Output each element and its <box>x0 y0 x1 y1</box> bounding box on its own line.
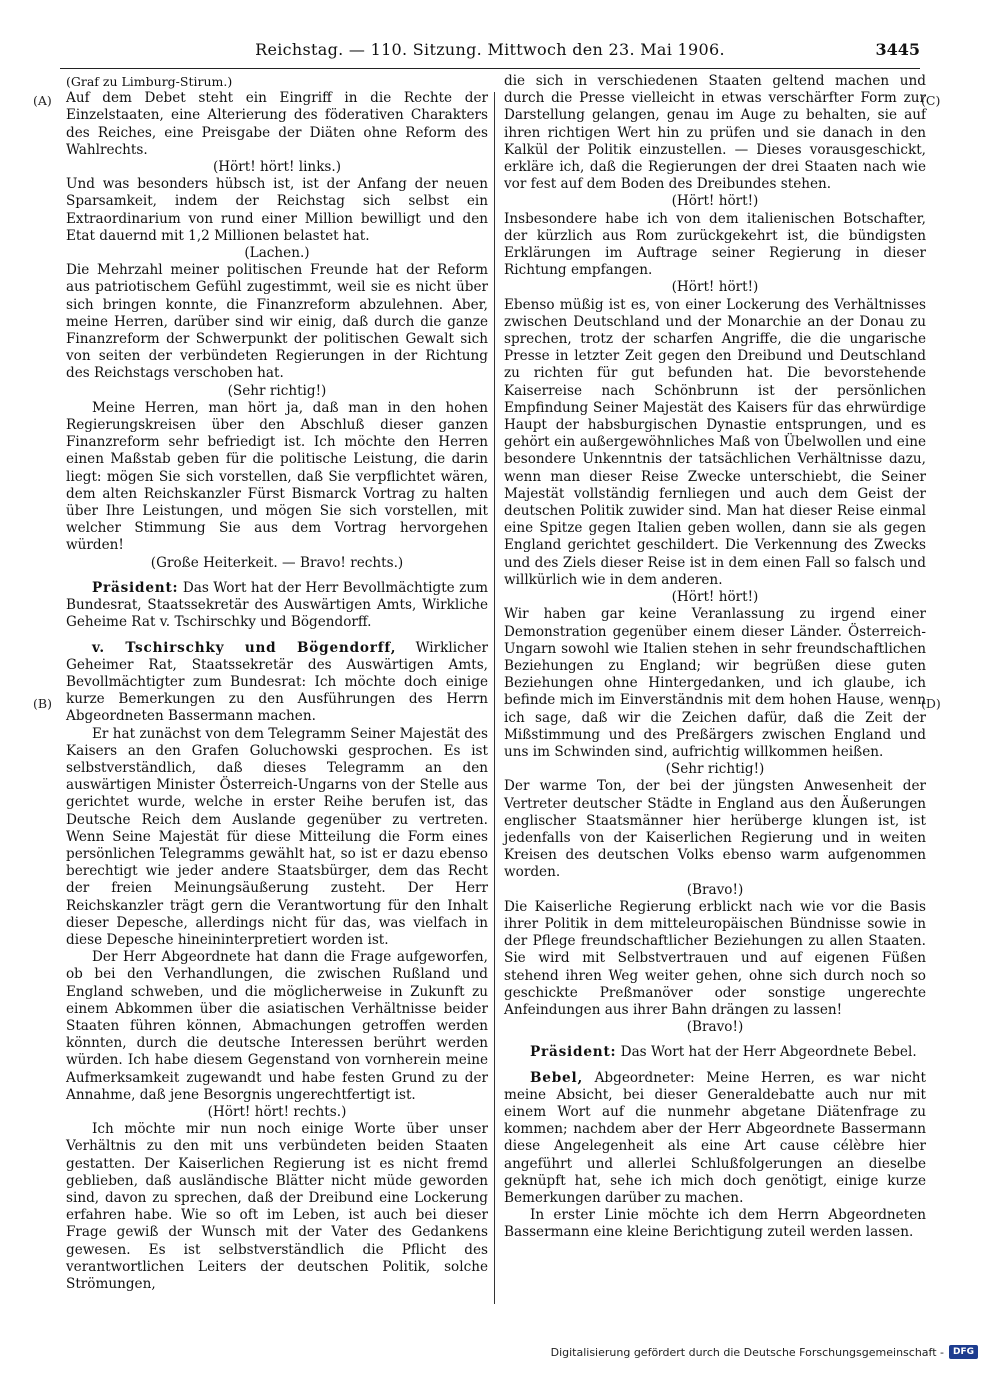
tschirschky-statement <box>66 640 488 726</box>
margin-marker-c: (C) <box>921 93 941 108</box>
paragraph: Auf dem Debet steht ein Eingriff in die Rechte der Einzelstaaten, eine Alterierung des föderativen Charakters des Reiches, eine Preisgabe der Diäten ohne Reform des Wahlrechts. <box>66 90 488 158</box>
paragraph: Und was besonders hübsch ist, ist der Anfang der neuen Sparsamkeit, indem der Reichstag sich selbst ein Extraordinarium von rund einer Million bewilligt und den Etat dauernd mit 1,2 Millionen belastet hat. <box>66 176 488 244</box>
paragraph: Insbesondere habe ich von dem italienischen Botschafter, der kürzlich aus Rom zurückgekehrt ist, die bündigsten Erklärungen im Auftrage seiner Regierung in dieser Richtung empfangen. <box>504 210 926 279</box>
speaker-attribution: (Graf zu Limburg-Stirum.) <box>66 74 233 89</box>
interjection: (Bravo!) <box>686 881 744 898</box>
page-title: Reichstag. — 110. Sitzung. Mittwoch den 23. Mai 1906. <box>255 40 725 59</box>
paragraph: Ich möchte mir nun noch einige Worte über unser Verhältnis zu den mit uns verbündeten beiden Staaten gestatten. Der Kaiserlichen Regierung ist es nicht fremd geblieben, daß ausländische Blätter nicht müde geworden sind, davon zu sprechen, daß der Dreibund eine Lockerung erfahren habe. Wie so oft im Leben, ist auch bei dieser Frage gewiß der Wunsch mit der Vater des Gedankens gewesen. Es ist selbstverständlich die Pflicht des verantwortlichen Leiters der deutschen Politik, solche Strömungen, <box>66 1121 488 1293</box>
left-column <box>66 73 488 1293</box>
paragraph: Wir haben gar keine Veranlassung zu irgend einer Demonstration gegenüber einem dieser Länder. Österreich-Ungarn sowohl wie Italien stehen in sehr freundschaftlichen Beziehungen zu England; wir begrüßen diese guten Beziehungen ohne Hintergedanken, und ich glaube, ich befinde mich im Einverständnis mit dem hohen Hause, wenn ich sage, daß wir die Zeichen dafür, daß die Zeit der Mißstimmung und des Preßärgers zwischen England und uns im Schwinden sind, aufrichtig willkommen heißen. <box>504 606 926 760</box>
paragraph: Die Kaiserliche Regierung erblickt nach wie vor die Basis ihrer Politik in dem mitteleuropäischen Bündnisse sowie in der Pflege freundschaftlicher Beziehungen zu allen Staaten. Sie wird mit Selbstvertrauen und auf eigenen Füßen stehend ihren Weg weiter gehen, ohne sich durch noch so geschickte Preßmanöver oder sonstige ungerechte Anfeindungen aus ihrer Bahn drängen zu lassen! <box>504 898 926 1018</box>
interjection: (Hört! hört!) <box>671 589 759 606</box>
speaker-name: v. Tschirschky und Bögendorff, <box>92 639 397 656</box>
paragraph: Der warme Ton, der bei der jüngsten Anwesenheit der Vertreter deutscher Städte in England aus den Äußerungen englischer Staatsmänner hier herüberge klungen ist, ist jedenfalls von der Kaiserlichen Regierung und in weiten Kreisen des deutschen Volks ebenso warm aufgenommen worden. <box>504 778 926 881</box>
statement-text: Wirklicher Geheimer Rat, Staatssekretär des Auswärtigen Amts, Bevollmächtigter zum Bundesrat: Ich möchte doch einige kurze Bemerkungen zu den Ausführungen des Herrn Abgeordneten Bassermann machen. <box>66 639 489 725</box>
paragraph: die sich in verschiedenen Staaten geltend machen und durch die Presse vielleicht in etwas verschärfter Form zur Darstellung gelangen, genau im Auge zu behalten, sie auf ihren richtigen Wert hin zu prüfen und sie danach in den Kalkül der Politik einzustellen. — Dieses vorausgeschickt, erkläre ich, daß die Regierungen der drei Staaten nach wie vor fest auf dem Boden des Dreibundes stehen. <box>504 73 926 193</box>
right-column <box>504 73 926 1242</box>
paragraph: Der Herr Abgeordnete hat dann die Frage aufgeworfen, ob bei den Verhandlungen, die zwischen Rußland und England schweben, und die möglicherweise in Zukunft zu einem Abkommen über die asiatischen Verhältnisse beider Staaten führen können, Abmachungen getroffen werden könnten, durch die deutsche Interessen berührt werden würden. Ich habe diesem Gegenstand von vornherein meine Aufmerksamkeit zugewandt und habe festen Grund zu der Annahme, daß jene Besorgnis ungerechtfertigt ist. <box>66 949 488 1103</box>
interjection: (Lachen.) <box>244 245 310 262</box>
interjection: (Hört! hört! links.) <box>212 159 342 176</box>
page-number: 3445 <box>875 40 920 59</box>
paragraph: Die Mehrzahl meiner politischen Freunde hat der Reform aus patriotischem Gefühl zugestimmt, weil sie es nicht über sich bringen konnte, die Finanzreform abzulehnen. Aber, meine Herren, darüber sind wir einig, daß durch die ganze Finanzreform der Schwerpunkt der politischen Gewalt sich von seiten der verbündeten Regierungen in der Richtung des Reichstags verschoben hat. <box>66 262 488 382</box>
speaker-name: Präsident: <box>92 579 179 596</box>
interjection: (Hört! hört!) <box>671 279 759 296</box>
interjection: (Bravo!) <box>686 1019 744 1036</box>
footer-text: Digitalisierung gefördert durch die Deutsche Forschungsgemeinschaft - <box>550 1345 944 1359</box>
interjection: (Sehr richtig!) <box>227 382 327 399</box>
column-divider <box>494 92 495 1304</box>
digitization-footer <box>551 1345 978 1359</box>
paragraph: Meine Herren, man hört ja, daß man in den hohen Regierungskreisen über den Abschluß dieser ganzen Finanzreform sehr befriedigt ist. Ich möchte den Herren einen Maßstab geben für die politische Leistung, die darin liegt: mögen Sie sich vorstellen, daß Sie verpflichtet wären, dem alten Reichskanzler Fürst Bismarck Vortrag zu halten über Ihre Leistungen, und mögen Sie sich vorstellen, mit welcher Stimmung Sie aus dem Vortrag hervorgehen würden! <box>66 399 488 554</box>
president-statement <box>66 580 488 632</box>
margin-marker-a: (A) <box>33 93 52 108</box>
president-statement <box>504 1044 926 1061</box>
page-header <box>60 38 920 69</box>
statement-text: Abgeordneter: Meine Herren, es war nicht meine Absicht, bei dieser Generaldebatte auch nur mit einem Wort auf die nunmehr abgetane Diätenfrage zu kommen; nachdem aber der Herr Abgeordnete Bassermann diese Angelegenheit als eine Art cause célèbre hier angeführt und allerlei Schlußfolgerungen an dieselbe geknüpft hat, sehe ich mich doch genötigt, einige kurze Bemerkungen darüber zu machen. <box>504 1069 926 1206</box>
interjection: (Hört! hört!) <box>671 193 759 210</box>
speaker-name: Präsident: <box>530 1044 617 1061</box>
bebel-statement <box>504 1070 926 1208</box>
interjection: (Große Heiterkeit. — Bravo! rechts.) <box>150 554 404 571</box>
statement-text: Das Wort hat der Herr Bevollmächtigte zum Bundesrat, Staatssekretär des Auswärtigen Amts, Wirkliche Geheime Rat v. Tschirschky und Bögendorff. <box>66 579 488 631</box>
statement-text: Das Wort hat der Herr Abgeordnete Bebel. <box>620 1044 917 1061</box>
interjection: (Sehr richtig!) <box>665 761 765 778</box>
margin-marker-b: (B) <box>33 696 52 711</box>
dfg-logo: DFG <box>949 1345 978 1359</box>
speaker-name: Bebel, <box>530 1069 583 1086</box>
paragraph: In erster Linie möchte ich dem Herrn Abgeordneten Bassermann eine kleine Berichtigung zuteil werden lassen. <box>504 1207 926 1241</box>
paragraph: Ebenso müßig ist es, von einer Lockerung des Verhältnisses zwischen Deutschland und der Monarchie an der Donau zu sprechen, trotz der scharfen Angriffe, die die ungarische Presse in letzter Zeit gegen den Dreibund und Deutschland zu richten für gut befunden hat. Die bevorstehende Kaiserreise nach Schönbrunn ist der persönlichen Empfindung Seiner Majestät des Kaisers für das ehrwürdige Haupt der habsburgischen Dynastie entsprungen, und es gehört ein außergewöhnliches Maß von Übelwollen und eine besondere Unkenntnis der tatsächlichen Verhältnisse dazu, wenn man dieser Reise Zwecke unterschiebt, die Seiner Majestät vollständig fernliegen und auch dem Geist der deutschen Politik zuwider sind. Man hat dieser Reise einmal eine Spitze gegen Italien geben wollen, dann sie als gegen England gerichtet geschildert. Die Verkennung des Zwecks und des Ziels dieser Reise ist in dem einen Fall so falsch und willkürlich wie in dem anderen. <box>504 296 926 588</box>
interjection: (Hört! hört! rechts.) <box>207 1103 347 1120</box>
margin-marker-d: (D) <box>921 696 941 711</box>
paragraph: Er hat zunächst von dem Telegramm Seiner Majestät des Kaisers an den Grafen Goluchowski gesprochen. Es ist selbstverständlich, daß dieses Telegramm an den auswärtigen Minister Österreich-Ungarns von der Stelle aus gerichtet wurde, welche in erster Reihe berufen ist, das Deutsche Reich dem Auslande gegenüber zu vertreten. Wenn Seine Majestät für diese Mitteilung die Form eines persönlichen Telegramms gewählt hat, so ist er dazu ebenso berechtigt wie jeder andere Staatsbürger, dem das Recht der freien Meinungsäußerung zusteht. Der Herr Reichskanzler trägt gern die Verantwortung für den Inhalt dieser Depesche, allerdings nicht für das, was vielfach in diese Depesche hineininterpretiert worden ist. <box>66 725 488 948</box>
